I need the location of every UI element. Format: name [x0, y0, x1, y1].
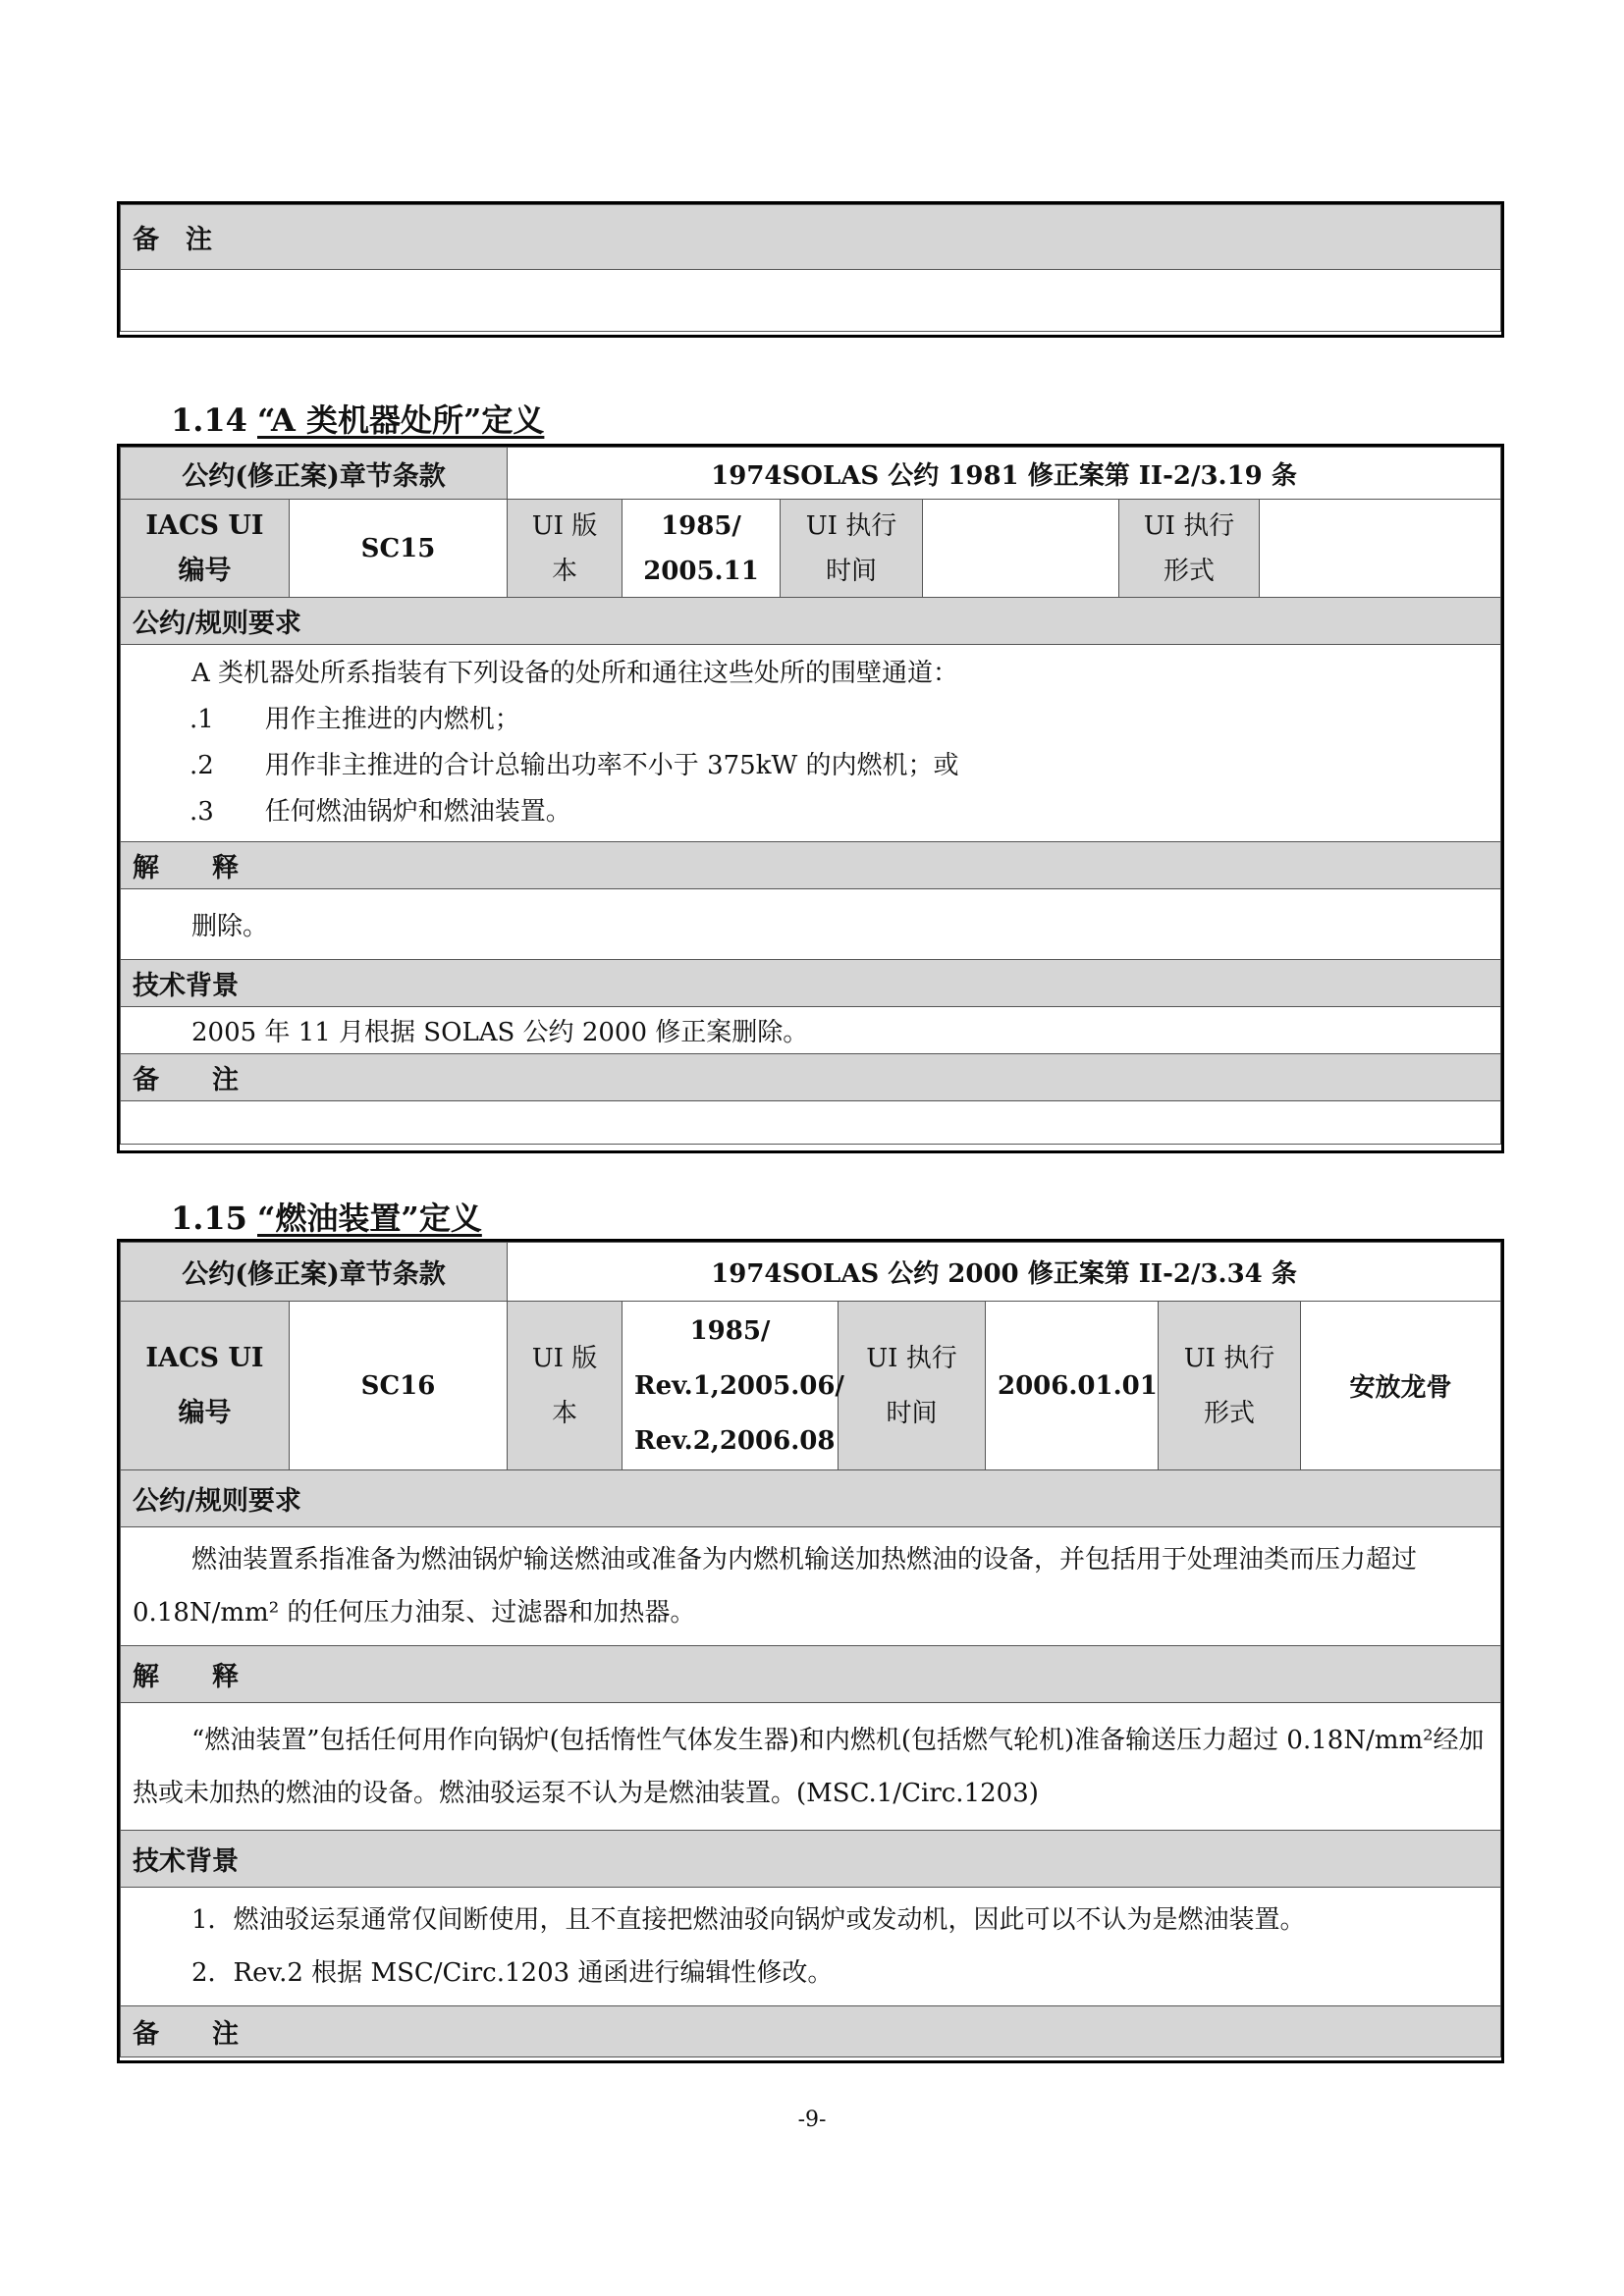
exec-form: 安放龙骨 [1301, 1302, 1501, 1470]
exec-form [1260, 500, 1501, 598]
background-line: 2．Rev.2 根据 MSC/Circ.1203 通函进行编辑性修改。 [191, 1958, 834, 1988]
requirement-text: 燃油装置系指准备为燃油锅炉输送燃油或准备为内燃机输送加热燃油的设备，并包括用于处理油类而压力超过 0.18N/mm² 的任何压力油泵、过滤器和加热器。 [133, 1545, 1418, 1628]
interpretation-label: 解 释 [121, 842, 1501, 889]
background-content [121, 1888, 1501, 2006]
clause-label: 公约(修正案)章节条款 [121, 1243, 508, 1302]
requirement-content [121, 1527, 1501, 1646]
section-title-1-15 [171, 1194, 482, 1239]
section-heading: “A 类机器处所”定义 [257, 401, 545, 439]
interpretation-content [121, 1703, 1501, 1831]
section-heading: “燃油装置”定义 [257, 1200, 482, 1237]
requirement-line: .3 任何燃油锅炉和燃油装置。 [189, 797, 571, 827]
requirement-label: 公约/规则要求 [121, 1470, 1501, 1527]
interpretation-content: 删除。 [121, 889, 1501, 960]
ui-version-label: UI 版本 [508, 500, 623, 598]
iacs-label: IACS UI 编号 [121, 1302, 290, 1470]
table-1-15 [117, 1239, 1504, 2063]
remarks-label: 备 注 [121, 2006, 1501, 2057]
ui-number: SC15 [290, 500, 508, 598]
background-label: 技术背景 [121, 1831, 1501, 1888]
remarks-content [121, 1101, 1501, 1145]
interpretation-label: 解 释 [121, 1646, 1501, 1703]
requirement-line: .2 用作非主推进的合计总输出功率不小于 375kW 的内燃机；或 [189, 751, 959, 780]
ui-version: 1985/ Rev.1,2005.06/ Rev.2,2006.08 [623, 1302, 839, 1470]
requirement-line: A 类机器处所系指装有下列设备的处所和通往这些处所的围壁通道： [191, 659, 959, 688]
section-title-1-14 [171, 396, 544, 441]
background-label: 技术背景 [121, 960, 1501, 1007]
background-line: 1．燃油驳运泵通常仅间断使用，且不直接把燃油驳向锅炉或发动机，因此可以不认为是燃油装置。 [191, 1905, 1306, 1935]
interpretation-text: “燃油装置”包括任何用作向锅炉(包括惰性气体发生器)和内燃机(包括燃气轮机)准备输送压力超过 0.18N/mm²经加热或未加热的燃油的设备。燃油驳运泵不认为是燃油装置。(MSC.1/Circ.1203) [133, 1725, 1485, 1808]
remarks-content [121, 270, 1501, 332]
requirement-label: 公约/规则要求 [121, 598, 1501, 645]
ui-number: SC16 [290, 1302, 508, 1470]
section-number: 1.14 [171, 401, 247, 439]
exec-time: 2006.01.01 [986, 1302, 1159, 1470]
remarks-label: 备 注 [121, 205, 1501, 270]
ui-version: 1985/ 2005.11 [623, 500, 781, 598]
exec-form-label: UI 执行 形式 [1119, 500, 1260, 598]
exec-time-label: UI 执行 时间 [781, 500, 923, 598]
requirement-line: .1 用作主推进的内燃机； [189, 705, 520, 734]
page-number: -9- [797, 2108, 827, 2132]
clause-value: 1974SOLAS 公约 1981 修正案第 II-2/3.19 条 [508, 448, 1501, 500]
remarks-label: 备 注 [121, 1054, 1501, 1101]
table-1-14 [117, 444, 1504, 1153]
exec-form-label: UI 执行 形式 [1159, 1302, 1301, 1470]
remarks-box-top [117, 201, 1504, 338]
section-number: 1.15 [171, 1200, 247, 1237]
ui-version-label: UI 版本 [508, 1302, 623, 1470]
exec-time [923, 500, 1119, 598]
iacs-label: IACS UI 编号 [121, 500, 290, 598]
clause-value: 1974SOLAS 公约 2000 修正案第 II-2/3.34 条 [508, 1243, 1501, 1302]
background-content: 2005 年 11 月根据 SOLAS 公约 2000 修正案删除。 [121, 1007, 1501, 1054]
clause-label: 公约(修正案)章节条款 [121, 448, 508, 500]
requirement-content [121, 645, 1501, 842]
exec-time-label: UI 执行 时间 [839, 1302, 986, 1470]
